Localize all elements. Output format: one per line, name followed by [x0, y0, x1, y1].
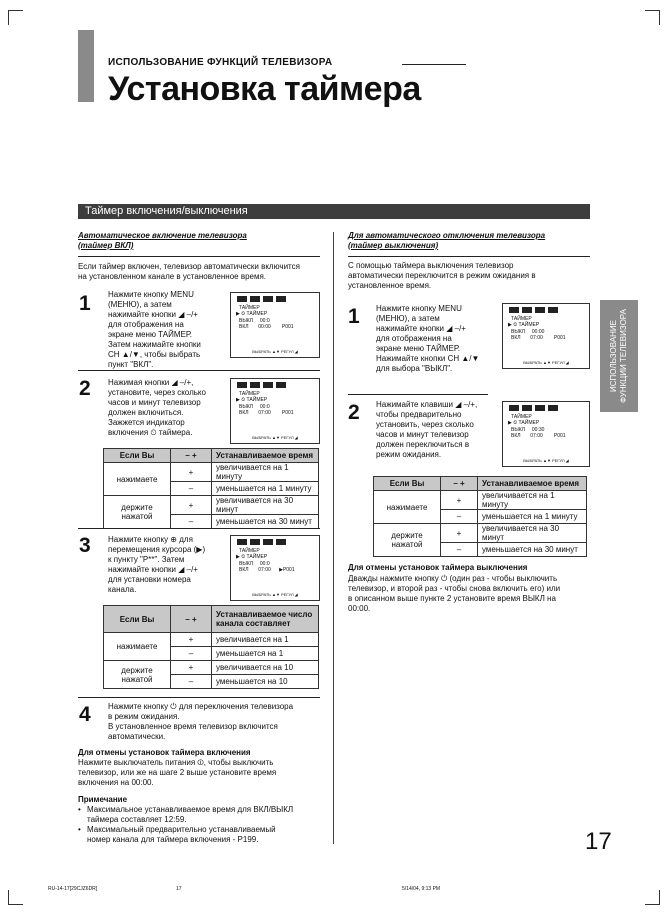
- right-step2-line: Нажимайте клавиши ◢ –/+,: [376, 400, 478, 409]
- side-tab-line1: ИСПОЛЬЗОВАНИЕ: [609, 319, 618, 393]
- screen-footer: ВЫБРАТЬ ▲▼ РЕГУЛ ◢: [252, 349, 298, 354]
- table-cell: уменьшается на 1: [212, 647, 319, 661]
- table-cell: уменьшается на 1 минуту: [478, 510, 587, 524]
- screen-line: ВКЛ 00:00 P001: [239, 324, 294, 330]
- side-tab-text: [600, 300, 638, 412]
- right-intro-rule: [348, 256, 590, 257]
- left-intro-line2: на установленном канале в установленное время.: [78, 272, 267, 281]
- left-heading-line2: (таймер ВКЛ): [78, 241, 134, 250]
- table-header: Устанавливаемое время: [478, 477, 587, 491]
- right-intro: [348, 261, 536, 291]
- table-cell: уменьшается на 30 минут: [478, 543, 587, 557]
- section-banner-text: Таймер включения/выключения: [85, 205, 248, 217]
- table-cell: –: [441, 510, 478, 524]
- table-group-line: нажатой: [121, 674, 153, 684]
- column-divider: [333, 232, 334, 844]
- left-step4-line: автоматически.: [108, 732, 166, 741]
- left-step3-line: к пункту "P**". Затем: [108, 555, 185, 564]
- right-cancel-line: 00:00.: [348, 604, 371, 613]
- left-step4-text: [108, 702, 293, 742]
- screen-title: ТАЙМЕР: [511, 414, 532, 420]
- right-step1-line: нажимайте кнопки ◢ –/+: [376, 324, 466, 333]
- table-group: [104, 661, 171, 689]
- left-heading: [78, 231, 247, 251]
- table-header: Устанавливаемое время: [212, 449, 319, 463]
- screen-sub: ▶ ⏲ ТАЙМЕР: [236, 397, 268, 403]
- screen-title: ТАЙМЕР: [239, 391, 260, 397]
- right-step2-line: должен переключиться в: [376, 440, 470, 449]
- screen-title: ТАЙМЕР: [239, 305, 260, 311]
- right-intro-line3: установленное время.: [348, 281, 432, 290]
- tv-screen-5: [502, 401, 590, 467]
- screen-footer: ВЫБРАТЬ ▲▼ РЕГУЛ ◢: [523, 458, 569, 463]
- left-step4-line: в режим ожидания.: [108, 712, 180, 721]
- table-header: Если Вы: [104, 449, 171, 463]
- left-step1-line: Затем нажимайте кнопки: [108, 340, 201, 349]
- table-header: [212, 606, 319, 633]
- left-step2-line: установите, через сколько: [108, 388, 206, 397]
- table-header: – +: [441, 477, 478, 491]
- screen-line: ВКЛ 07:00 P001: [239, 410, 294, 416]
- table-header: – +: [171, 449, 212, 463]
- right-step1-line: экране меню ТАЙМЕР.: [376, 344, 460, 353]
- table-cell: увеличивается на 30 минут: [478, 524, 587, 543]
- tv-screen-4: [502, 303, 590, 369]
- table-cell: уменьшается на 1 минуту: [212, 482, 319, 496]
- left-step1-line: (МЕНЮ), а затем: [108, 300, 172, 309]
- page-title: Установка таймера: [108, 70, 421, 108]
- table-cell: уменьшается на 30 минут: [212, 515, 319, 529]
- screen-title: ТАЙМЕР: [239, 548, 260, 554]
- note-line: номер канала для таймера включения - P199.: [87, 835, 259, 844]
- table-group-line: держите: [391, 531, 423, 540]
- right-step1-number: 1: [348, 305, 360, 328]
- left-step1-line: экране меню ТАЙМЕР.: [108, 330, 192, 339]
- left-cancel-line: Нажмите выключатель питания ⏼, чтобы выключить: [78, 758, 274, 767]
- left-step1-line: для отображения на: [108, 320, 184, 329]
- time-table-right: [373, 476, 587, 557]
- right-heading: [348, 231, 545, 251]
- note-line: Максимальное устанавливаемое время для ВКЛ/ВЫКЛ: [87, 805, 294, 814]
- screen-line: ВКЛ 07:00 P001: [511, 335, 566, 341]
- table-header-line: канала составляет: [216, 619, 291, 628]
- left-step3-line: для установки номера: [108, 575, 191, 584]
- footer-code: RU-14-17[29CJZ6DR]: [48, 886, 98, 892]
- divider: [78, 528, 320, 529]
- right-step1-text: [376, 304, 479, 374]
- screen-line: ВКЛ 07:00 P001: [511, 433, 566, 439]
- screen-line: ВКЛ 07:00 ▶P001: [239, 567, 295, 573]
- note-title: Примечание: [78, 795, 128, 804]
- screen-line: ВЫКЛ 00:30: [511, 427, 545, 433]
- left-step1-line: CH ▲/▼, чтобы выбрать: [108, 350, 201, 359]
- left-intro-rule: [78, 256, 320, 257]
- right-step2-line: установить, через сколько: [376, 420, 474, 429]
- screen-line: ВЫКЛ 00:00: [511, 329, 545, 335]
- screen-sub: ▶ ⏲ ТАЙМЕР: [236, 311, 268, 317]
- table-cell: увеличивается на 1: [212, 633, 319, 647]
- left-intro: [78, 262, 300, 282]
- footer-date: 5/14/04, 9:13 PM: [402, 886, 441, 892]
- right-step1-line: для выбора "ВЫКЛ".: [376, 364, 453, 373]
- right-step1-line: Нажимайте кнопки CH ▲/▼: [376, 354, 480, 363]
- table-group-line: нажатой: [391, 540, 423, 549]
- right-step2-number: 2: [348, 401, 360, 424]
- table-header: – +: [171, 606, 212, 633]
- left-cancel-title: Для отмены установок таймера включения: [78, 748, 251, 757]
- note-item: [78, 805, 323, 825]
- right-step2-line: часов и минут телевизор: [376, 430, 469, 439]
- table-cell: –: [171, 515, 212, 529]
- right-heading-line1: Для автоматического отключения телевизора: [348, 231, 546, 240]
- left-step2-line: включения ⏲ таймера.: [108, 428, 193, 437]
- right-heading-line2: (таймер выключения): [348, 241, 439, 250]
- tv-screen-3: [230, 535, 320, 601]
- table-cell: –: [171, 675, 212, 689]
- screen-footer: ВЫБРАТЬ ▲▼ РЕГУЛ ◢: [252, 592, 298, 597]
- channel-table: [103, 605, 319, 689]
- header-bar: [78, 30, 94, 102]
- divider: [78, 697, 320, 698]
- menu-icons: [237, 296, 313, 303]
- left-step1-line: Нажмите кнопку MENU: [108, 290, 194, 299]
- divider: [348, 394, 488, 395]
- left-step2-line: Зажжется индикатор: [108, 418, 185, 427]
- left-step3-line: Нажмите кнопку ⊕ для: [108, 535, 193, 544]
- left-step1-number: 1: [79, 292, 91, 315]
- table-cell: увеличивается на 1 минуту: [478, 491, 587, 510]
- screen-line: ВЫКЛ 00:0: [239, 561, 270, 567]
- table-cell: +: [171, 496, 212, 515]
- table-cell: +: [441, 524, 478, 543]
- table-cell: +: [171, 661, 212, 675]
- tv-screen-1: [230, 292, 320, 358]
- left-cancel-line: телевизор, или же на шаге 2 выше установите время: [78, 768, 277, 777]
- right-step2-line: чтобы предварительно: [376, 410, 462, 419]
- page-number: 17: [585, 828, 612, 855]
- menu-icons: [509, 405, 583, 412]
- left-step2-number: 2: [79, 377, 91, 400]
- left-cancel-text: [78, 758, 276, 788]
- right-intro-line2: автоматически переключится в режим ожидания в: [348, 271, 536, 280]
- bullet-icon: •: [78, 825, 81, 834]
- left-heading-line1: Автоматическое включение телевизора: [78, 231, 247, 240]
- left-step1-line: нажимайте кнопки ◢ –/+: [108, 310, 198, 319]
- screen-line: ВЫКЛ 00:0: [239, 404, 270, 410]
- right-step2-text: [376, 400, 477, 460]
- footer-page: 17: [176, 886, 182, 892]
- left-step3-line: канала.: [108, 585, 137, 594]
- screen-sub: ▶ ⏲ ТАЙМЕР: [508, 322, 540, 328]
- left-step3-text: [108, 535, 205, 595]
- table-cell: увеличивается на 10: [212, 661, 319, 675]
- left-step1-line: пункт "ВКЛ".: [108, 360, 154, 369]
- table-group: нажимаете: [374, 491, 441, 524]
- right-step1-line: (МЕНЮ), а затем: [376, 314, 440, 323]
- note-line: таймера составляет 12:59.: [87, 815, 187, 824]
- table-cell: увеличивается на 1 минуту: [212, 463, 319, 482]
- table-cell: уменьшается на 10: [212, 675, 319, 689]
- table-group: нажимаете: [104, 463, 171, 496]
- table-cell: –: [441, 543, 478, 557]
- left-step2-text: [108, 378, 206, 438]
- table-group-line: держите: [121, 665, 153, 675]
- table-group-line: держите: [121, 503, 153, 512]
- right-step1-line: Нажмите кнопку MENU: [376, 304, 462, 313]
- left-step3-line: нажимайте кнопки ◢ –/+: [108, 565, 198, 574]
- crop-mark-br: [645, 890, 660, 905]
- right-cancel-line: Дважды нажмите кнопку ⏻ (один раз - чтобы выключить: [348, 574, 558, 583]
- table-header: Если Вы: [374, 477, 441, 491]
- left-step3-number: 3: [79, 534, 91, 557]
- left-step1-text: [108, 290, 201, 370]
- table-cell: увеличивается на 30 минут: [212, 496, 319, 515]
- screen-footer: ВЫБРАТЬ ▲▼ РЕГУЛ ◢: [252, 435, 298, 440]
- menu-icons: [237, 539, 313, 546]
- right-step1-line: для отображения на: [376, 334, 452, 343]
- section-rule: [402, 64, 466, 65]
- right-cancel-line: в описанном выше пункте 2 установите время ВЫКЛ на: [348, 594, 556, 603]
- table-group: нажимаете: [104, 633, 171, 661]
- table-cell: +: [171, 633, 212, 647]
- left-intro-line1: Если таймер включен, телевизор автоматически включится: [78, 262, 300, 271]
- screen-line: ВЫКЛ 00:0: [239, 318, 270, 324]
- menu-icons: [509, 307, 583, 314]
- divider: [78, 370, 320, 371]
- table-group-line: нажатой: [121, 512, 153, 521]
- table-group: [374, 524, 441, 557]
- left-step4-line: В установленное время телевизор включится: [108, 722, 278, 731]
- note-item: [78, 825, 323, 845]
- left-step3-line: перемещения курсора (▶): [108, 545, 206, 554]
- crop-mark-tl: [8, 10, 23, 25]
- crop-mark-bl: [8, 890, 23, 905]
- table-group: [104, 496, 171, 529]
- screen-footer: ВЫБРАТЬ ▲▼ РЕГУЛ ◢: [523, 360, 569, 365]
- right-step2-line: режим ожидания.: [376, 450, 442, 459]
- tv-screen-2: [230, 378, 320, 444]
- note-list: [78, 805, 323, 845]
- left-step4-number: 4: [79, 703, 91, 726]
- left-step2-line: должен включиться.: [108, 408, 184, 417]
- table-header: Если Вы: [104, 606, 171, 633]
- time-table-left: [103, 448, 319, 529]
- left-step2-line: часов и минут телевизор: [108, 398, 201, 407]
- screen-sub: ▶ ⏲ ТАЙМЕР: [236, 554, 268, 560]
- side-tab-line2: ФУНКЦИИ ТЕЛЕВИЗОРА: [619, 309, 628, 403]
- table-cell: –: [171, 482, 212, 496]
- screen-title: ТАЙМЕР: [511, 316, 532, 322]
- left-step4-line: Нажмите кнопку ⏻ для переключения телевизора: [108, 702, 294, 711]
- crop-mark-tr: [645, 10, 660, 25]
- right-cancel-line: телевизор, и второй раз - чтобы снова включить его) или: [348, 584, 561, 593]
- right-cancel-text: [348, 574, 560, 614]
- left-cancel-line: включения на 00:00.: [78, 778, 154, 787]
- left-step2-line: Нажимая кнопки ◢ –/+,: [108, 378, 194, 387]
- menu-icons: [237, 382, 313, 389]
- screen-sub: ▶ ⏲ ТАЙМЕР: [508, 420, 540, 426]
- right-cancel-title: Для отмены установок таймера выключения: [348, 563, 528, 572]
- note-line: Максимальный предварительно устанавливаемый: [87, 825, 276, 834]
- table-header-line: Устанавливаемое число: [216, 610, 313, 619]
- section-title: ИСПОЛЬЗОВАНИЕ ФУНКЦИЙ ТЕЛЕВИЗОРА: [108, 57, 333, 68]
- table-cell: –: [171, 647, 212, 661]
- bullet-icon: •: [78, 805, 81, 814]
- right-intro-line1: С помощью таймера выключения телевизор: [348, 261, 514, 270]
- table-cell: +: [171, 463, 212, 482]
- table-cell: +: [441, 491, 478, 510]
